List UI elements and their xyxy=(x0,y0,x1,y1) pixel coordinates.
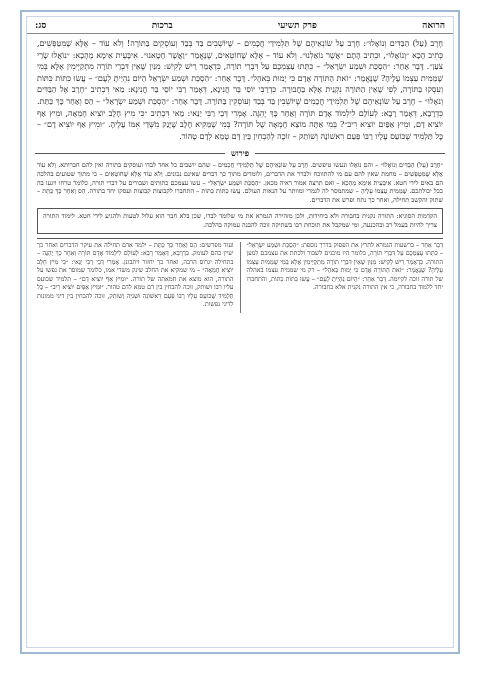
title-rule-left xyxy=(35,153,225,154)
commentary-paragraph: ״חֶרֶב (עַל) הַבַּדִּים וְנוֹאָלוּ״ – והם נוֹאָלוּ ונעשו טיפשים. חֶרֶב עַל שׂוֹנְאֵיהֶם שֶׁל תַּלְמִידֵי חֲכָמִים – שהם יושבים כל אחד לבדו ועוסקים בתורה ואין להם חברותא. וְלֹא עוֹד אֶלָּא שֶׁמִּטַּפְּשִׁים – מחמת שאין להם עם מי להתווכח ולברר את הדברים, ולומדים מתוך כך דברים שאינם נכונים. וְלֹא עוֹד אֶלָּא שֶׁחוֹטְאִים – כי מתוך שטועים בהלכה הם באים לידי חטא. אִיבָּעֵית אֵימָא מֵהָכָא – ואם תרצה אמור ראיה מכאן. ״הַסְכֵּת וּשְׁמַע יִשְׂרָאֵל״ – עשו עצמכם כתותים ושבורים על דברי תורה, כלומר טרחו ויגעו בה ככל יכולתכם. שֶׁמֵּמִית עַצְמוֹ עָלֶיהָ – שמתמסר לה לגמרי ומוותר על הנאות העולם. עֲשׂוּ כִּתּוֹת כִּתּוֹת – התחברו לקבוצות קבוצות ועסקו יחד בתורה. הַס וְאַחַר כָּךְ כַּתֵּת – שתוק והקשב תחילה, ואחר כך נתח ופרש את הדברים. xyxy=(37,161,443,204)
column-right-text: דָּבָר אַחֵר – ברשעות הגמרא לתרץ את הפסוק בדרך נוספת: ״הַסְכֵּת וּשְׁמַע יִשְׂרָאֵל״ – כִּתְּתוּ עַצְמְכֶם עַל דִּבְרֵי תוֹרָה, כלומר היו מוכנים לשבור ולכתת את עצמכם למען התורה. כִּדְאָמַר רֵישׁ לָקִישׁ: מִנַּיִן שֶׁאֵין דִּבְרֵי תוֹרָה מִתְקַיְּימִין אֶלָּא בְּמִי שֶׁמֵּמִית עַצְמוֹ עָלֶיהָ? שֶׁנֶּאֱמַר: ״זֹאת הַתּוֹרָה אָדָם כִּי יָמוּת בְּאֹהֶל״ – רק מי שממית עצמו באהלה של תורה זוכה לקיימה. דָּבָר אַחֵר: ״הַיּוֹם נִהְיֵיתָ לְעָם״ – עֲשׂוּ כִּתּוֹת כִּתּוֹת, והתחברו יחד ללמוד בחבורה, כי אין התורה נקנית אלא בחבורה. xyxy=(246,241,443,291)
two-column-commentary xyxy=(37,238,443,313)
commentary-block xyxy=(37,161,443,204)
column-left xyxy=(37,242,234,313)
commentary-title-bar xyxy=(35,148,445,158)
header-chapter: פרק תשיעי xyxy=(277,21,317,31)
intro-box-text: הקדמות הסוגיא: התורה נקנית בחבורה ולא ביחידות, ולכן מזהירה הגמרא את מי שלומד לבדו, שכן בלא חבר הוא עלול לטעות ולהגיע לידי חטא. לימוד התורה צריך להיות בעמל רב ובהכנעה, ומי שמקבל את תוכחת רבו בשתיקה זוכה להבנה עמוקה בהלכה. xyxy=(43,212,437,229)
header-section: הרואה xyxy=(422,21,445,31)
column-right xyxy=(247,242,444,313)
column-left-text: ועוד מפרשים: הַס וְאַחַר כָּךְ כַּתֵּת – ילמד אדם תחילה את עיקר הדברים ואחר כך יעיין בהם לעומק. כִּדְרָבָא, דְּאָמַר רָבָא: לְעוֹלָם לִילְמוֹד אָדָם תּוֹרָה וְאַחַר כָּךְ יֶהְגֶּה – בתחילה יגרוס הרבה, ואחר כך יחזור ויתבונן. אָמְרִי דְּבֵי רַבִּי יַנַּאי: ״כִּי מִיץ חָלָב יוֹצִיא חֶמְאָה״ – מי שמקיא את החלב שינק משדי אמו, כלומר שמוסר את נפשו על התורה, הוא מוצא את חמאתה של תורה. ״וּמִיץ אַף יוֹצִיא דָם״ – תלמיד שכועס עליו רבו ושותק, זוכה להבחין בין דם טמא לדם טהור. ״וּמִיץ אַפַּיִם יוֹצִיא רִיב״ – כׇּל תַּלְמִיד שֶׁכּוֹעֵס עָלָיו רַבּוֹ פַּעַם רִאשׁוֹנָה וּשְׁנִיָּה וְשׁוֹתֵק, זוכה להבחין בין דיני ממונות לדיני נפשות. xyxy=(37,241,234,308)
gemara-text-block xyxy=(37,38,443,142)
page-inner-border xyxy=(26,16,454,648)
header-page-label: סג: xyxy=(35,21,47,31)
commentary-title: פירוש xyxy=(230,148,250,159)
column-divider xyxy=(240,242,241,313)
header-tractate: ברכות xyxy=(151,21,173,31)
intro-box xyxy=(37,208,443,233)
page-frame xyxy=(20,10,460,654)
title-rule-right xyxy=(255,153,445,154)
gemara-paragraph: חֶרֶב (עַל) הַבַּדִּים וְנוֹאָלוּ״: חֶרֶב עַל שׂוֹנְאֵיהֶם שֶׁל תַּלְמִידֵי חֲכָמִים – שֶׁיּוֹשְׁבִים בַּד בְּבַד וְעוֹסְקִים בַּתּוֹרָה! וְלֹא עוֹד – אֶלָּא שֶׁמִּטַּפְּשִׁים, כְּתִיב הָכָא ״וְנוֹאָלוּ״, וּכְתִיב הָתָם ״אֲשֶׁר נוֹאַלְנוּ״. וְלֹא עוֹד – אֶלָּא שֶׁחוֹטְאִים, שֶׁנֶּאֱמַר ״וַאֲשֶׁר חָטָאנוּ״. אִיבָּעֵית אֵימָא מֵהָכָא: ״נוֹאֲלוּ שָׂרֵי צֹעַן״. דָּבָר אַחֵר: ״הַסְכֵּת וּשְׁמַע יִשְׂרָאֵל״ – כִּתְּתוּ עַצְמְכֶם עַל דִּבְרֵי תוֹרָה, כִּדְאָמַר רֵישׁ לָקִישׁ: מִנַּיִן שֶׁאֵין דִּבְרֵי תוֹרָה מִתְקַיְּימִין אֶלָּא בְּמִי שֶׁמֵּמִית עַצְמוֹ עָלֶיהָ? שֶׁנֶּאֱמַר: ״זֹאת הַתּוֹרָה אָדָם כִּי יָמוּת בְּאֹהֶל״. דָּבָר אַחֵר: ״הַסְכֵּת וּשְׁמַע יִשְׂרָאֵל הַיּוֹם נִהְיֵיתָ לְעָם״ – עֲשׂוּ כִּתּוֹת כִּתּוֹת וְעִסְקוּ בַּתּוֹרָה, לְפִי שֶׁאֵין הַתּוֹרָה נִקְנֵית אֶלָּא בַּחֲבוּרָה. כִּדְרַבִּי יוֹסֵי בַּר חֲנִינָא, דְּאָמַר רַבִּי יוֹסֵי בַּר חֲנִינָא: מַאי דִּכְתִיב ״חֶרֶב אֶל הַבַּדִּים וְנֹאָלוּ״ – חֶרֶב עַל שׂוֹנְאֵיהֶם שֶׁל תַּלְמִידֵי חֲכָמִים שֶׁיּוֹשְׁבִין בַּד בְּבַד וְעוֹסְקִין בַּתּוֹרָה. דָּבָר אַחֵר: ״הַסְכֵּת וּשְׁמַע יִשְׂרָאֵל״ – הַס וְאַחַר כָּךְ כַּתֵּת. כִּדְרָבָא, דְּאָמַר רָבָא: לְעוֹלָם לִילְמוֹד אָדָם תּוֹרָה וְאַחַר כָּךְ יֶהְגֶּה. אָמְרִי דְּבֵי רַבִּי יַנַּאי: מַאי דִּכְתִיב ״כִּי מִיץ חָלָב יוֹצִיא חֶמְאָה, וּמִיץ אַף יוֹצִיא דָם, וּמִיץ אַפַּיִם יוֹצִיא רִיב״? בְּמִי אַתָּה מוֹצֵא חֶמְאָה שֶׁל תּוֹרָה? בְּמִי שֶׁמֵּקִיא חָלָב שֶׁיָּנַק מִשְּׁדֵי אִמּוֹ עָלֶיהָ. ״וּמִיץ אַף יוֹצִיא דָם״ – כׇּל תַּלְמִיד שֶׁכּוֹעֵס עָלָיו רַבּוֹ פַּעַם רִאשׁוֹנָה וְשׁוֹתֵק – זוֹכֶה לְהַבְחִין בֵּין דָּם טָמֵא לְדָם טָהוֹר. xyxy=(37,39,443,141)
page-header xyxy=(27,17,453,34)
